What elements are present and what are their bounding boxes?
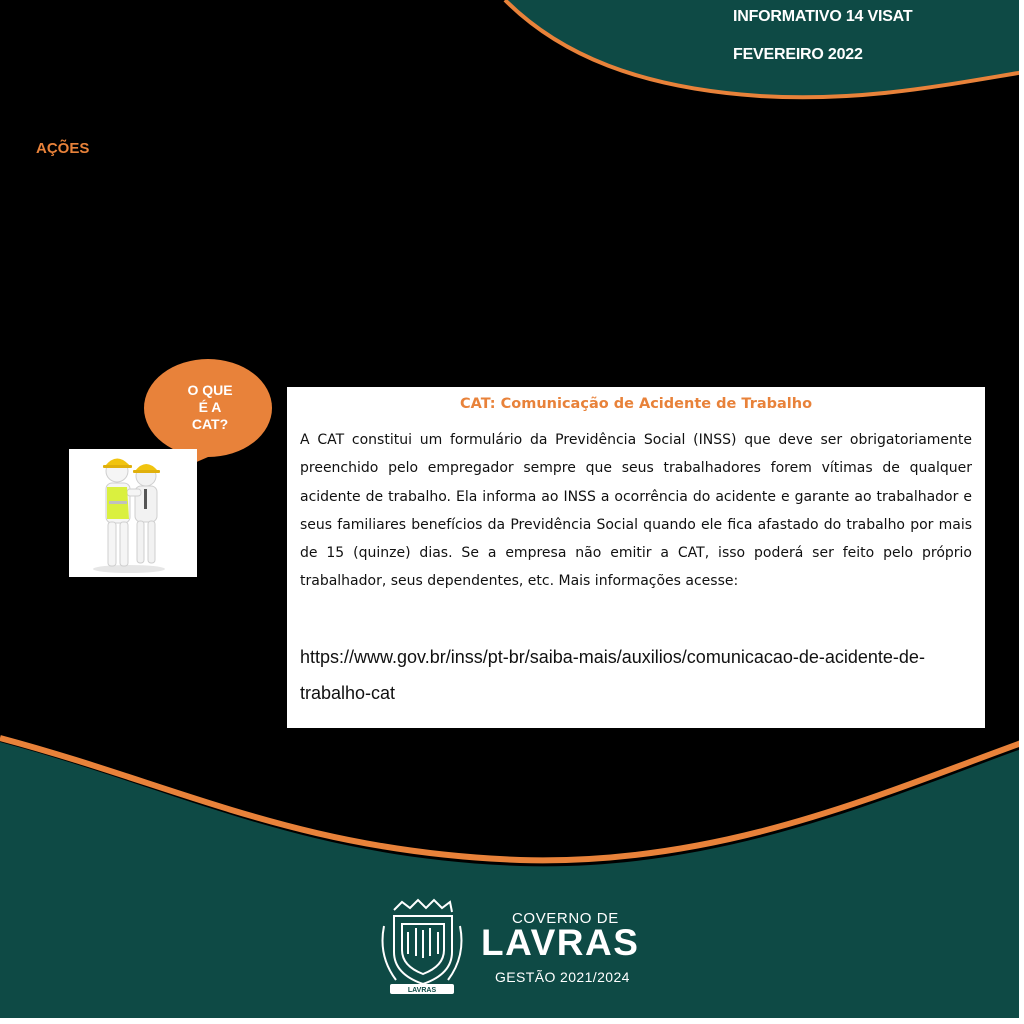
newsletter-date: FEVEREIRO 2022 [733, 46, 863, 63]
gov-term: GESTÃO 2021/2024 [495, 969, 630, 985]
bubble-line-3: CAT? [191, 416, 229, 432]
seal-text: LAVRAS [407, 987, 437, 994]
gov-label: COVERNO DE [512, 910, 619, 927]
bubble-text [166, 382, 254, 433]
workers-illustration [69, 449, 197, 577]
card-title: CAT: Comunicação de Acidente de Trabalho [459, 396, 813, 412]
cat-info-card [287, 387, 985, 728]
bubble-line-1: O QUE [187, 382, 233, 398]
city-seal-icon [376, 896, 468, 996]
cat-info-link[interactable]: https://www.gov.br/inss/pt-br/saiba-mais/auxilios/comunicacao-de-acidente-de-trabalho-cat [300, 647, 925, 703]
page-right-margin [1019, 0, 1024, 1024]
page-bottom-margin [0, 1018, 1024, 1024]
bubble-line-2: É A [198, 399, 222, 415]
card-body: A CAT constitui um formulário da Previdência Social (INSS) que deve ser obrigatoriamente preenchido pelo empregador sempre que seus trabalhadores forem vítimas de qualquer acidente de trabalho. Ela informa ao INSS a ocorrência do acidente e garante ao trabalhador e seus familiares benefícios da Previdência Social quando ele fica afastado do trabalho por mais de 15 (quinze) dias. Se a empresa não emitir a CAT, isso poderá ser feito pelo próprio trabalhador, seus dependentes, etc. Mais informações acesse: [300, 432, 972, 590]
section-title: AÇÕES [36, 140, 90, 157]
newsletter-number: INFORMATIVO 14 VISAT [733, 8, 913, 25]
city-name: LAVRAS [481, 922, 640, 963]
